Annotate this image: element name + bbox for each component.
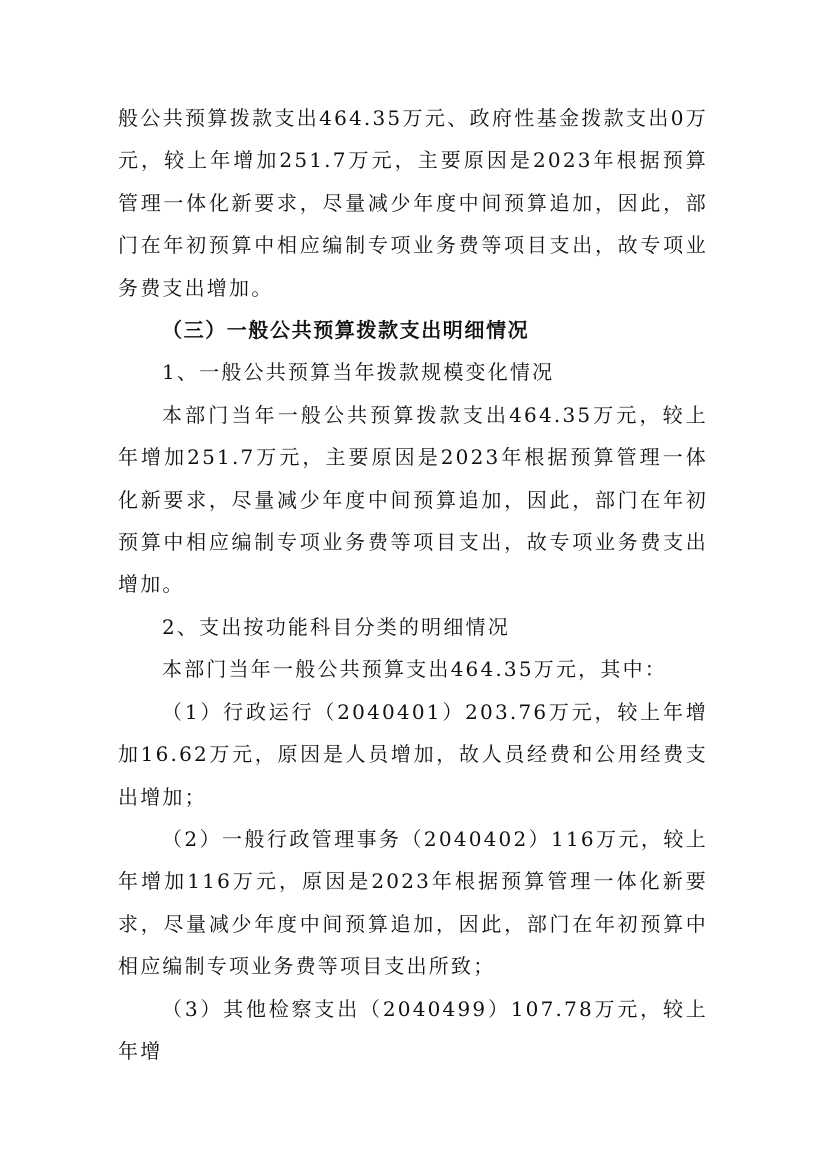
list-item-general-administrative-affairs: （2）一般行政管理事务（2040402）116万元，较上年增加116万元，原因是2023年根据预算管理一体化新要求，尽量减少年度中间预算追加，因此，部门在年初预算中相应编制专项业务费等项目支出所致；: [118, 826, 708, 979]
list-item-other-procuratorial-expenditure: （3）其他检察支出（2040499）107.78万元，较上年增: [118, 996, 708, 1063]
paragraph-general-budget-summary: 般公共预算拨款支出464.35万元、政府性基金拨款支出0万元，较上年增加251.7万元，主要原因是2023年根据预算管理一体化新要求，尽量减少年度中间预算追加，因此，部门在年初预算中相应编制专项业务费等项目支出，故专项业务费支出增加。: [118, 106, 708, 300]
document-page: [118, 97, 708, 1072]
section-heading-general-budget-details: （三）一般公共预算拨款支出明细情况: [162, 318, 530, 343]
paragraph-functional-classification-intro: 本部门当年一般公共预算支出464.35万元，其中：: [162, 657, 667, 682]
list-item-administrative-operation: （1）行政运行（2040401）203.76万元，较上年增加16.62万元，原因是人员增加，故人员经费和公用经费支出增加；: [118, 699, 708, 809]
subheading-annual-allocation-change: 1、一般公共预算当年拨款规模变化情况: [162, 360, 555, 385]
subheading-functional-classification: 2、支出按功能科目分类的明细情况: [162, 614, 510, 639]
paragraph-annual-allocation-change: 本部门当年一般公共预算拨款支出464.35万元，较上年增加251.7万元，主要原因是2023年根据预算管理一体化新要求，尽量减少年度中间预算追加，因此，部门在年初预算中相应编制专项业务费等项目支出，故专项业务费支出增加。: [118, 402, 708, 597]
